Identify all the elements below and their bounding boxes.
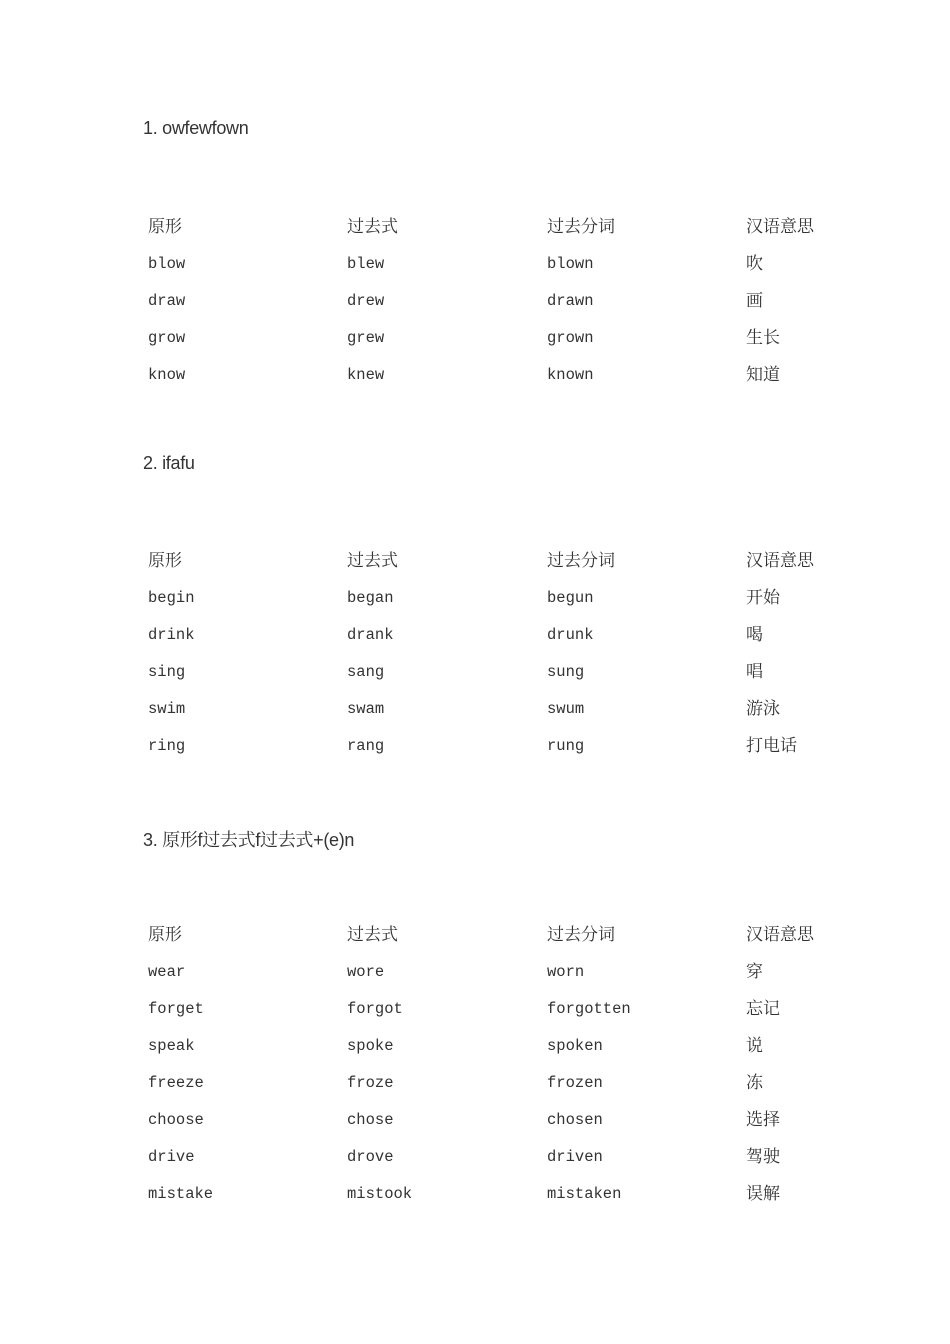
past-participle-cell: grown — [547, 329, 594, 347]
past-participle-cell: swum — [547, 700, 585, 718]
table-row — [148, 736, 868, 773]
table-row — [148, 1073, 868, 1110]
section-3-table — [148, 925, 868, 1221]
table-row — [148, 254, 868, 291]
table-header-row — [148, 217, 868, 254]
past-participle-cell: spoken — [547, 1037, 603, 1055]
past-participle-cell: forgotten — [547, 1000, 631, 1018]
past-participle-cell: known — [547, 366, 594, 384]
past-tense-cell: swam — [347, 700, 385, 718]
base-form-cell: know — [148, 366, 186, 384]
header-past-participle: 过去分词 — [547, 925, 615, 945]
past-tense-cell: grew — [347, 329, 385, 347]
base-form-cell: speak — [148, 1037, 195, 1055]
past-tense-cell: drove — [347, 1148, 394, 1166]
meaning-cell: 知道 — [746, 365, 780, 385]
section-3-heading: 3. 原形f过去式f过去式+(e)n — [143, 830, 355, 850]
base-form-cell: draw — [148, 292, 186, 310]
past-tense-cell: sang — [347, 663, 385, 681]
section-1-heading: 1. owfewfown — [143, 118, 249, 138]
past-participle-cell: rung — [547, 737, 585, 755]
header-past-participle: 过去分词 — [547, 551, 615, 571]
past-tense-cell: spoke — [347, 1037, 394, 1055]
past-tense-cell: rang — [347, 737, 385, 755]
base-form-cell: drive — [148, 1148, 195, 1166]
past-tense-cell: froze — [347, 1074, 394, 1092]
base-form-cell: ring — [148, 737, 186, 755]
base-form-cell: wear — [148, 963, 186, 981]
meaning-cell: 打电话 — [746, 736, 797, 756]
header-past-tense: 过去式 — [347, 925, 398, 945]
past-tense-cell: drank — [347, 626, 394, 644]
header-chinese-meaning: 汉语意思 — [746, 551, 814, 571]
past-tense-cell: wore — [347, 963, 385, 981]
past-participle-cell: blown — [547, 255, 594, 273]
past-participle-cell: drunk — [547, 626, 594, 644]
section-2-table — [148, 551, 868, 773]
base-form-cell: begin — [148, 589, 195, 607]
table-header-row — [148, 925, 868, 962]
table-row — [148, 999, 868, 1036]
base-form-cell: forget — [148, 1000, 204, 1018]
meaning-cell: 误解 — [746, 1184, 780, 1204]
header-chinese-meaning: 汉语意思 — [746, 217, 814, 237]
past-participle-cell: drawn — [547, 292, 594, 310]
base-form-cell: mistake — [148, 1185, 214, 1203]
meaning-cell: 吹 — [746, 254, 763, 274]
meaning-cell: 生长 — [746, 328, 780, 348]
past-tense-cell: blew — [347, 255, 385, 273]
past-tense-cell: drew — [347, 292, 385, 310]
base-form-cell: grow — [148, 329, 186, 347]
table-row — [148, 962, 868, 999]
meaning-cell: 忘记 — [746, 999, 780, 1019]
past-tense-cell: began — [347, 589, 394, 607]
table-row — [148, 328, 868, 365]
table-row — [148, 662, 868, 699]
past-participle-cell: worn — [547, 963, 585, 981]
base-form-cell: swim — [148, 700, 186, 718]
meaning-cell: 说 — [746, 1036, 763, 1056]
header-past-participle: 过去分词 — [547, 217, 615, 237]
past-participle-cell: frozen — [547, 1074, 603, 1092]
table-row — [148, 1110, 868, 1147]
table-row — [148, 588, 868, 625]
base-form-cell: blow — [148, 255, 186, 273]
section-1-table — [148, 217, 868, 402]
meaning-cell: 选择 — [746, 1110, 780, 1130]
past-tense-cell: mistook — [347, 1185, 413, 1203]
table-row — [148, 291, 868, 328]
table-row — [148, 1036, 868, 1073]
base-form-cell: drink — [148, 626, 195, 644]
meaning-cell: 穿 — [746, 962, 763, 982]
section-2-heading: 2. ifafu — [143, 453, 195, 473]
past-tense-cell: knew — [347, 366, 385, 384]
meaning-cell: 驾驶 — [746, 1147, 780, 1167]
past-participle-cell: chosen — [547, 1111, 603, 1129]
past-participle-cell: begun — [547, 589, 594, 607]
header-base-form: 原形 — [148, 217, 182, 237]
base-form-cell: choose — [148, 1111, 204, 1129]
table-header-row — [148, 551, 868, 588]
header-base-form: 原形 — [148, 925, 182, 945]
meaning-cell: 开始 — [746, 588, 780, 608]
past-tense-cell: chose — [347, 1111, 394, 1129]
table-row — [148, 625, 868, 662]
past-participle-cell: sung — [547, 663, 585, 681]
meaning-cell: 冻 — [746, 1073, 763, 1093]
header-base-form: 原形 — [148, 551, 182, 571]
meaning-cell: 游泳 — [746, 699, 780, 719]
meaning-cell: 喝 — [746, 625, 763, 645]
base-form-cell: sing — [148, 663, 186, 681]
table-row — [148, 699, 868, 736]
meaning-cell: 画 — [746, 291, 763, 311]
base-form-cell: freeze — [148, 1074, 204, 1092]
past-tense-cell: forgot — [347, 1000, 403, 1018]
past-participle-cell: mistaken — [547, 1185, 622, 1203]
table-row — [148, 365, 868, 402]
meaning-cell: 唱 — [746, 662, 763, 682]
header-past-tense: 过去式 — [347, 217, 398, 237]
past-participle-cell: driven — [547, 1148, 603, 1166]
header-chinese-meaning: 汉语意思 — [746, 925, 814, 945]
table-row — [148, 1147, 868, 1184]
table-row — [148, 1184, 868, 1221]
header-past-tense: 过去式 — [347, 551, 398, 571]
